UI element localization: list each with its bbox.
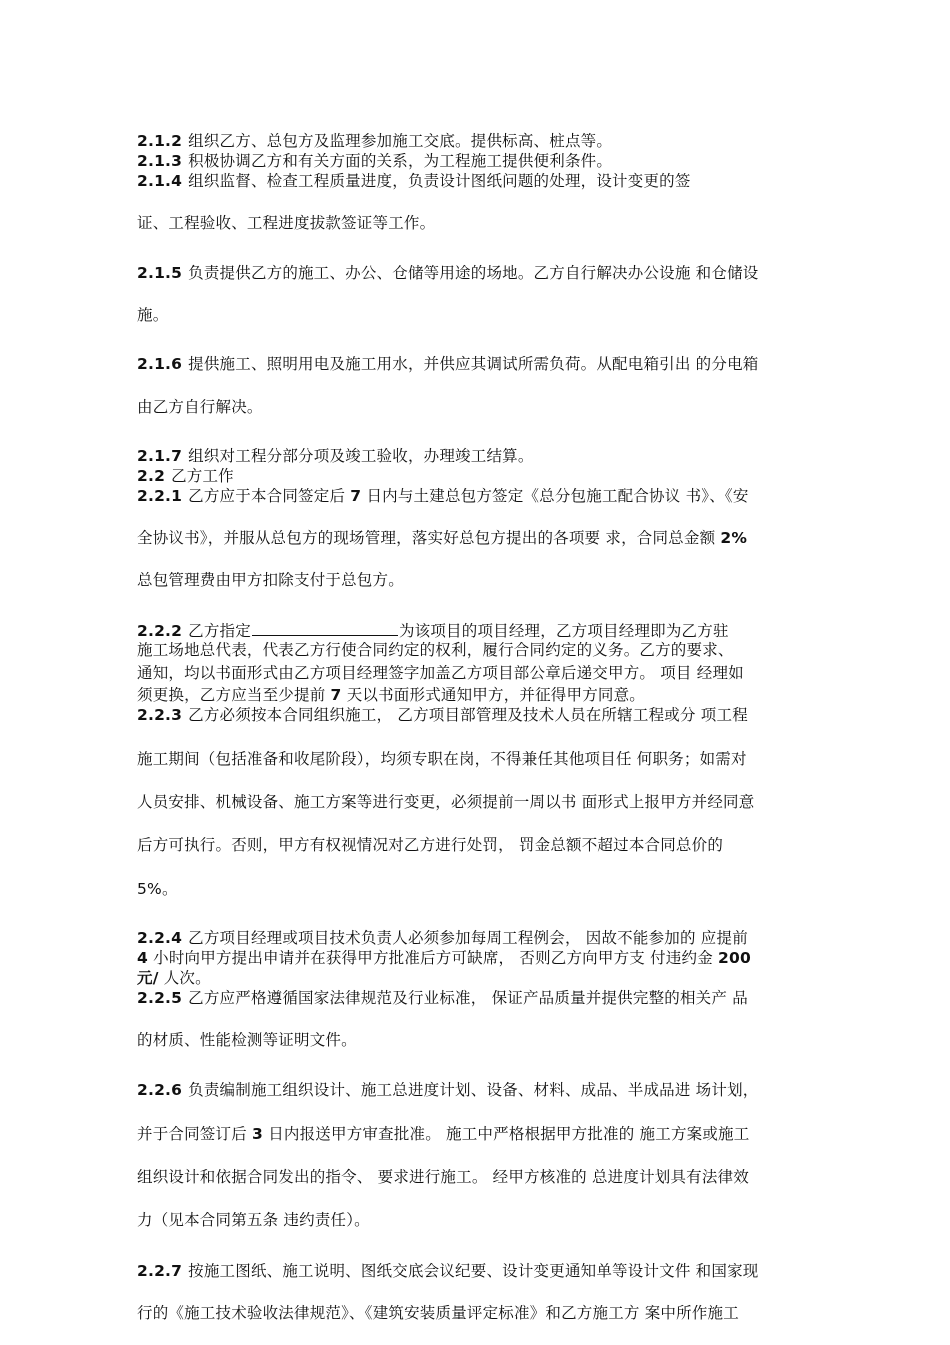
clause-2-2-3	[137, 706, 748, 724]
clause-text: 乙方必须按本合同组织施工， 乙方项目部管理及技术人员在所辖工程或分 项工程	[188, 706, 748, 724]
clause-2-2-1-line-2	[137, 529, 747, 547]
clause-text: 须更换，乙方应当至少提前	[137, 686, 326, 704]
clause-2-2-2-line-3: 通知，均以书面形式由乙方项目经理签字加盖乙方项目部公章后递交甲方。 项目 经理如	[137, 664, 744, 682]
unit: 元/	[137, 969, 159, 987]
clause-2-2-3-line-2: 施工期间（包括准备和收尾阶段），均须专职在岗，不得兼任其他项目任 何职务；如需对	[137, 750, 747, 768]
clause-2-2-3-line-3: 人员安排、机械设备、施工方案等进行变更，必须提前一周以书 面形式上报甲方并经同意	[137, 793, 755, 811]
clause-2-1-3	[137, 152, 612, 170]
clause-text: 提供施工、照明用电及施工用水，并供应其调试所需负荷。从配电箱引出 的分电箱	[188, 355, 759, 373]
clause-2-1-6-continued: 由乙方自行解决。	[137, 398, 263, 416]
clause-text: 负责编制施工组织设计、施工总进度计划、设备、材料、成品、半成品进 场计划，	[188, 1081, 759, 1099]
clause-text: 积极协调乙方和有关方面的关系，为工程施工提供便利条件。	[188, 152, 613, 170]
day-count: 3	[252, 1125, 264, 1143]
section-title: 乙方工作	[171, 467, 234, 485]
clause-number: 2.1.5	[137, 264, 183, 282]
clause-text: 乙方应严格遵循国家法律规范及行业标准， 保证产品质量并提供完整的相关产 品	[188, 989, 748, 1007]
clause-2-2-4	[137, 929, 748, 947]
clause-2-1-4	[137, 172, 691, 190]
clause-number: 2.2.6	[137, 1081, 183, 1099]
clause-number: 2.2.4	[137, 929, 183, 947]
clause-text: 日内与土建总包方签定《总分包施工配合协议 书》、《安	[366, 487, 749, 505]
clause-2-2-7-line-2: 行的《施工技术验收法律规范》、《建筑安装质量评定标准》和乙方施工方 案中所作施工	[137, 1304, 739, 1322]
clause-2-2-6-line-2	[137, 1125, 749, 1143]
section-2-2-heading	[137, 467, 234, 485]
clause-2-2-4-line-3	[137, 969, 211, 987]
clause-2-2-5-line-2: 的材质、性能检测等证明文件。	[137, 1031, 357, 1049]
clause-number: 2.2.2	[137, 622, 183, 640]
clause-text: 人次。	[163, 969, 211, 987]
clause-text: 乙方项目经理或项目技术负责人必须参加每周工程例会， 因故不能参加的 应提前	[188, 929, 748, 947]
clause-number: 2.1.4	[137, 172, 183, 190]
clause-2-1-5	[137, 264, 758, 282]
clause-2-1-4-continued: 证、工程验收、工程进度拔款签证等工作。	[137, 214, 436, 232]
clause-2-2-2-line-4	[137, 686, 645, 704]
clause-number: 2.1.2	[137, 132, 183, 150]
clause-2-2-3-line-4: 后方可执行。否则，甲方有权视情况对乙方进行处罚， 罚金总额不超过本合同总价的	[137, 836, 724, 854]
hour-count: 4	[137, 949, 148, 967]
clause-text: 并于合同签订后	[137, 1125, 247, 1143]
clause-text: 负责提供乙方的施工、办公、仓储等用途的场地。乙方自行解决办公设施 和仓储设	[188, 264, 759, 282]
clause-2-2-4-line-2	[137, 949, 751, 967]
clause-text: 乙方应于本合同签定后	[188, 487, 346, 505]
clause-2-2-2-line-2: 施工场地总代表，代表乙方行使合同约定的权利，履行合同约定的义务。乙方的要求、	[137, 641, 734, 659]
clause-text: 小时向甲方提出申请并在获得甲方批准后方可缺席， 否则乙方向甲方支 付违约金	[153, 949, 713, 967]
project-manager-blank[interactable]	[252, 621, 398, 636]
day-count: 7	[330, 686, 342, 704]
clause-2-1-2	[137, 132, 612, 150]
day-count: 7	[350, 487, 362, 505]
clause-number: 2.2.1	[137, 487, 183, 505]
clause-2-2-6-line-4: 力（见本合同第五条 违约责任）。	[137, 1211, 370, 1229]
penalty-amount: 200	[718, 949, 752, 967]
clause-2-2-7	[137, 1262, 758, 1280]
clause-text: 天以书面形式通知甲方，并征得甲方同意。	[346, 686, 645, 704]
clause-2-2-6-line-3: 组织设计和依据合同发出的指令、 要求进行施工。 经甲方核准的 总进度计划具有法律效	[137, 1168, 749, 1186]
clause-2-2-5	[137, 989, 748, 1007]
clause-2-2-3-line-5: 5%。	[137, 880, 178, 898]
clause-2-2-6	[137, 1081, 758, 1099]
clause-number: 2.1.3	[137, 152, 183, 170]
clause-number: 2.1.7	[137, 447, 183, 465]
clause-2-2-2	[137, 621, 729, 640]
clause-text: 乙方指定	[188, 622, 251, 640]
clause-number: 2.2.5	[137, 989, 183, 1007]
clause-text: 为该项目的项目经理，乙方项目经理即为乙方驻	[398, 622, 729, 640]
percentage: 2%	[720, 529, 748, 547]
clause-2-1-7	[137, 447, 534, 465]
clause-text: 组织乙方、总包方及监理参加施工交底。提供标高、桩点等。	[188, 132, 613, 150]
clause-2-2-1	[137, 487, 749, 505]
section-number: 2.2	[137, 467, 166, 485]
clause-text: 全协议书》，并服从总包方的现场管理，落实好总包方提出的各项要 求，合同总金额	[137, 529, 716, 547]
clause-text: 组织对工程分部分项及竣工验收，办理竣工结算。	[188, 447, 534, 465]
clause-number: 2.1.6	[137, 355, 183, 373]
clause-text: 按施工图纸、施工说明、图纸交底会议纪要、设计变更通知单等设计文件 和国家现	[188, 1262, 759, 1280]
clause-text: 日内报送甲方审查批准。 施工中严格根据甲方批准的 施工方案或施工	[268, 1125, 750, 1143]
clause-2-2-1-line-3: 总包管理费由甲方扣除支付于总包方。	[137, 571, 404, 589]
clause-2-1-5-continued: 施。	[137, 306, 169, 324]
clause-number: 2.2.7	[137, 1262, 183, 1280]
clause-2-1-6	[137, 355, 758, 373]
clause-number: 2.2.3	[137, 706, 183, 724]
clause-text: 组织监督、检查工程质量进度，负责设计图纸问题的处理，设计变更的签	[188, 172, 691, 190]
